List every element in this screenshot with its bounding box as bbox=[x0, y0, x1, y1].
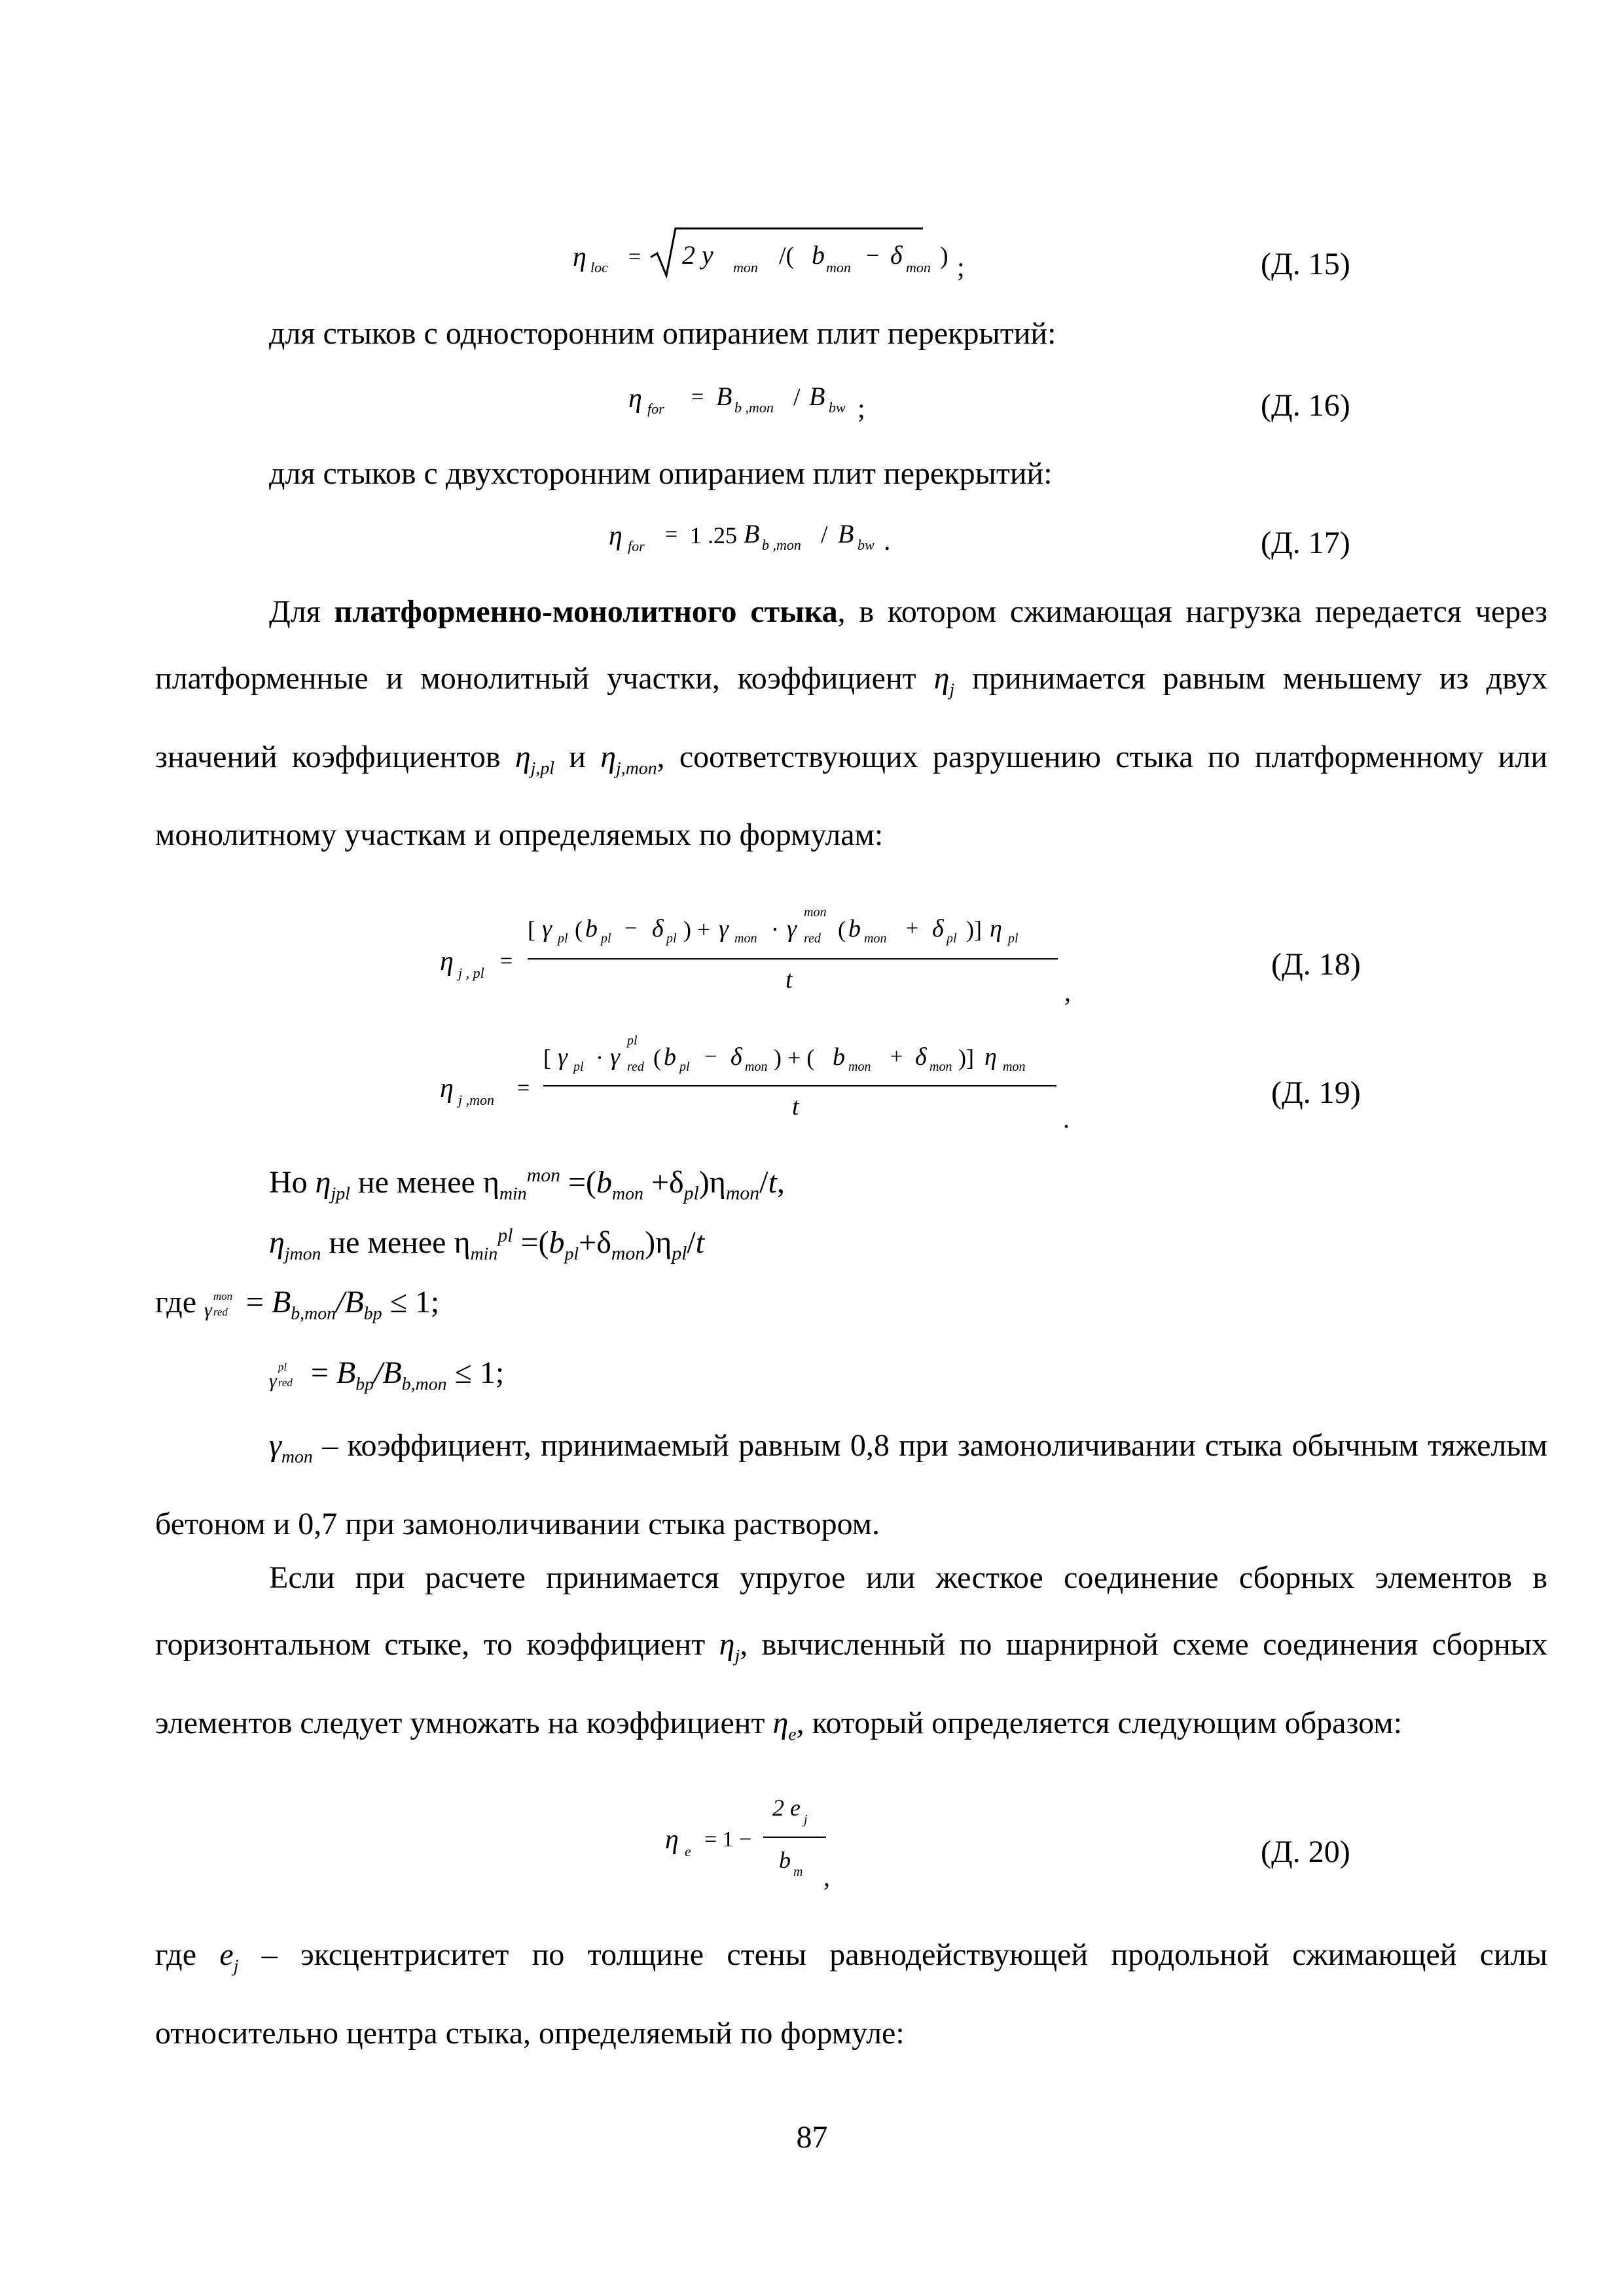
paren: ) bbox=[940, 242, 948, 270]
equation-number: (Д. 17) bbox=[1261, 526, 1350, 560]
b-symbol: B bbox=[809, 382, 825, 411]
fraction-bar bbox=[528, 958, 1058, 960]
equals-sign: = bbox=[517, 1076, 530, 1100]
equation-number: (Д. 15) bbox=[1261, 247, 1350, 281]
fraction-numerator: 2 e bbox=[772, 1795, 801, 1821]
subscript: for bbox=[647, 401, 664, 417]
subscript: bw bbox=[857, 537, 875, 553]
equation-number: (Д. 19) bbox=[1271, 1075, 1361, 1110]
b-symbol: B bbox=[716, 382, 732, 411]
eta-symbol: η bbox=[573, 242, 586, 272]
subscript: b ,mon bbox=[762, 537, 801, 553]
subscript: mon bbox=[733, 259, 758, 276]
subscript: j , pl bbox=[458, 965, 484, 981]
eta-jpl: $\eta_{jpl}$ bbox=[315, 1165, 350, 1204]
where-line-gamma-mon: где γ mon red = $B_{b,mon}/B_{bp} \le 1$; bbox=[155, 1285, 440, 1324]
subscript: for bbox=[628, 538, 645, 554]
coefficient: 1 .25 bbox=[690, 522, 737, 548]
radicand: 2 y bbox=[682, 240, 713, 270]
subscript: mon bbox=[826, 259, 851, 276]
page-number: 87 bbox=[796, 2120, 828, 2155]
subscript: j ,mon bbox=[458, 1092, 494, 1108]
b-symbol: b bbox=[812, 240, 825, 270]
subscript: b ,mon bbox=[734, 399, 774, 416]
text-line: для стыков с двухсторонним опиранием плит перекрытий: bbox=[269, 456, 1053, 491]
eta-j-pl: $\eta_{j,pl}$ bbox=[514, 739, 554, 779]
eta-symbol: η bbox=[628, 384, 642, 414]
fraction-bar bbox=[763, 1837, 826, 1838]
fraction-denominator: t bbox=[792, 1093, 799, 1121]
eta-symbol: η bbox=[665, 1825, 679, 1855]
period: . bbox=[1063, 1104, 1070, 1134]
condition-line-mon: $\eta_{jmon}$ не менее $\eta_{min}^{pl} =(b_{pl}+\delta_{mon})\eta_{pl}/t$ bbox=[269, 1225, 705, 1265]
eta-j: $\eta_j$ bbox=[933, 661, 955, 700]
period: . bbox=[884, 526, 891, 556]
e-j: $e_j$ bbox=[219, 1937, 239, 1977]
slash: / bbox=[821, 521, 828, 548]
fraction-denominator: b bbox=[779, 1847, 791, 1873]
paragraph-gamma-mon: $\gamma_{mon}$ – коэффициент, принимаемый равным 0,8 при замоноличивании стыка обычным тяжелым бетоном и 0,7 при замоноличивании стыка раствором. bbox=[155, 1428, 1547, 1541]
paragraph-platform-monolithic bbox=[155, 579, 1547, 869]
eta-symbol: η bbox=[440, 1073, 454, 1103]
subscript: m bbox=[793, 1865, 803, 1879]
text: и bbox=[554, 739, 601, 774]
b-symbol: B bbox=[744, 519, 760, 548]
semicolon: ; bbox=[857, 394, 865, 424]
eta-jmon: $\eta_{jmon}$ bbox=[269, 1225, 321, 1265]
delta-symbol: δ bbox=[890, 240, 903, 270]
eta-j-mon: $\eta_{j,mon}$ bbox=[600, 739, 657, 779]
subscript: loc bbox=[590, 259, 608, 276]
text: Для bbox=[269, 594, 334, 629]
equals-sign: = bbox=[500, 949, 513, 973]
condition-line-pl: Но $\eta_{jpl}$ не менее $\eta_{min}^{mon} =(b_{mon} +\delta_{pl})\eta_{mon}/t$, bbox=[269, 1164, 785, 1204]
subscript: j bbox=[804, 1812, 808, 1827]
equation-number: (Д. 16) bbox=[1261, 388, 1350, 423]
bold-term: платформенно-монолитного стыка bbox=[334, 594, 838, 629]
fraction-numerator: [ γ pl ( b pl − δ pl ) + γ mon · γ red mon ( b mon + δ pl )] η pl bbox=[528, 905, 1019, 946]
fraction-denominator: t bbox=[785, 966, 793, 994]
eta-symbol: η bbox=[440, 946, 454, 977]
fraction-bar bbox=[543, 1085, 1056, 1086]
comma: , bbox=[823, 1862, 830, 1892]
semicolon: ; bbox=[957, 253, 965, 283]
text: , соответствующих разрушению стыка по платформенному или монолитному участкам и определяемых по формулам: bbox=[155, 739, 1548, 853]
b-symbol: B bbox=[838, 519, 854, 548]
eta-min-mon: $\eta_{min}^{mon}$ bbox=[482, 1164, 560, 1204]
text-line: для стыков с односторонним опиранием плит перекрытий: bbox=[269, 316, 1056, 351]
text: , в котором сжимающая нагрузка передается через платформенные и монолитный участки, коэффициент bbox=[155, 594, 1547, 696]
eta-e: $\eta_e$ bbox=[772, 1705, 797, 1745]
equation-number: (Д. 20) bbox=[1261, 1835, 1350, 1869]
comma: , bbox=[1064, 977, 1071, 1007]
eta-min-pl: $\eta_{min}^{pl}$ bbox=[454, 1225, 513, 1265]
subscript: e bbox=[685, 1843, 691, 1859]
paragraph-elastic-joint: Если при расчете принимается упругое или жесткое соединение сборных элементов в горизонтальном стыке, то коэффициент $\eta_j$, вычисленный по шарнирной схеме соединения сборных элементов следует умножать на коэффициент $\eta_e$, который определяется следующим образом: bbox=[155, 1560, 1548, 1745]
equation-number: (Д. 18) bbox=[1271, 947, 1361, 982]
gamma-mon: $\gamma_{mon}$ bbox=[269, 1428, 313, 1467]
slash: / bbox=[793, 384, 801, 411]
eta-j: $\eta_j$ bbox=[719, 1627, 740, 1666]
subscript: mon bbox=[906, 259, 931, 276]
paragraph-eccentricity: где $e_j$ – эксцентриситет по толщине стены равнодействующей продольной сжимающей силы относительно центра стыка, определяемый по формуле: bbox=[155, 1937, 1548, 2051]
subscript: bw bbox=[829, 399, 846, 416]
fraction-numerator: [ γ pl · γ red pl ( b pl − δ mon ) + ( b mon + δ mon )] η mon bbox=[543, 1033, 1026, 1074]
operator: /( bbox=[779, 242, 795, 270]
minus-sign: − bbox=[866, 242, 880, 268]
equals-sign: = bbox=[691, 385, 704, 409]
equals-sign: = bbox=[628, 245, 641, 269]
equals-sign: = bbox=[665, 522, 678, 547]
text: принимается равным меньшему из двух значений коэффициентов bbox=[155, 661, 1548, 774]
eta-symbol: η bbox=[609, 521, 623, 551]
operator: = 1 − bbox=[704, 1827, 752, 1852]
where-line-gamma-pl: γ pl red = $B_{bp}/B_{b,mon} \le 1$; bbox=[269, 1355, 505, 1395]
